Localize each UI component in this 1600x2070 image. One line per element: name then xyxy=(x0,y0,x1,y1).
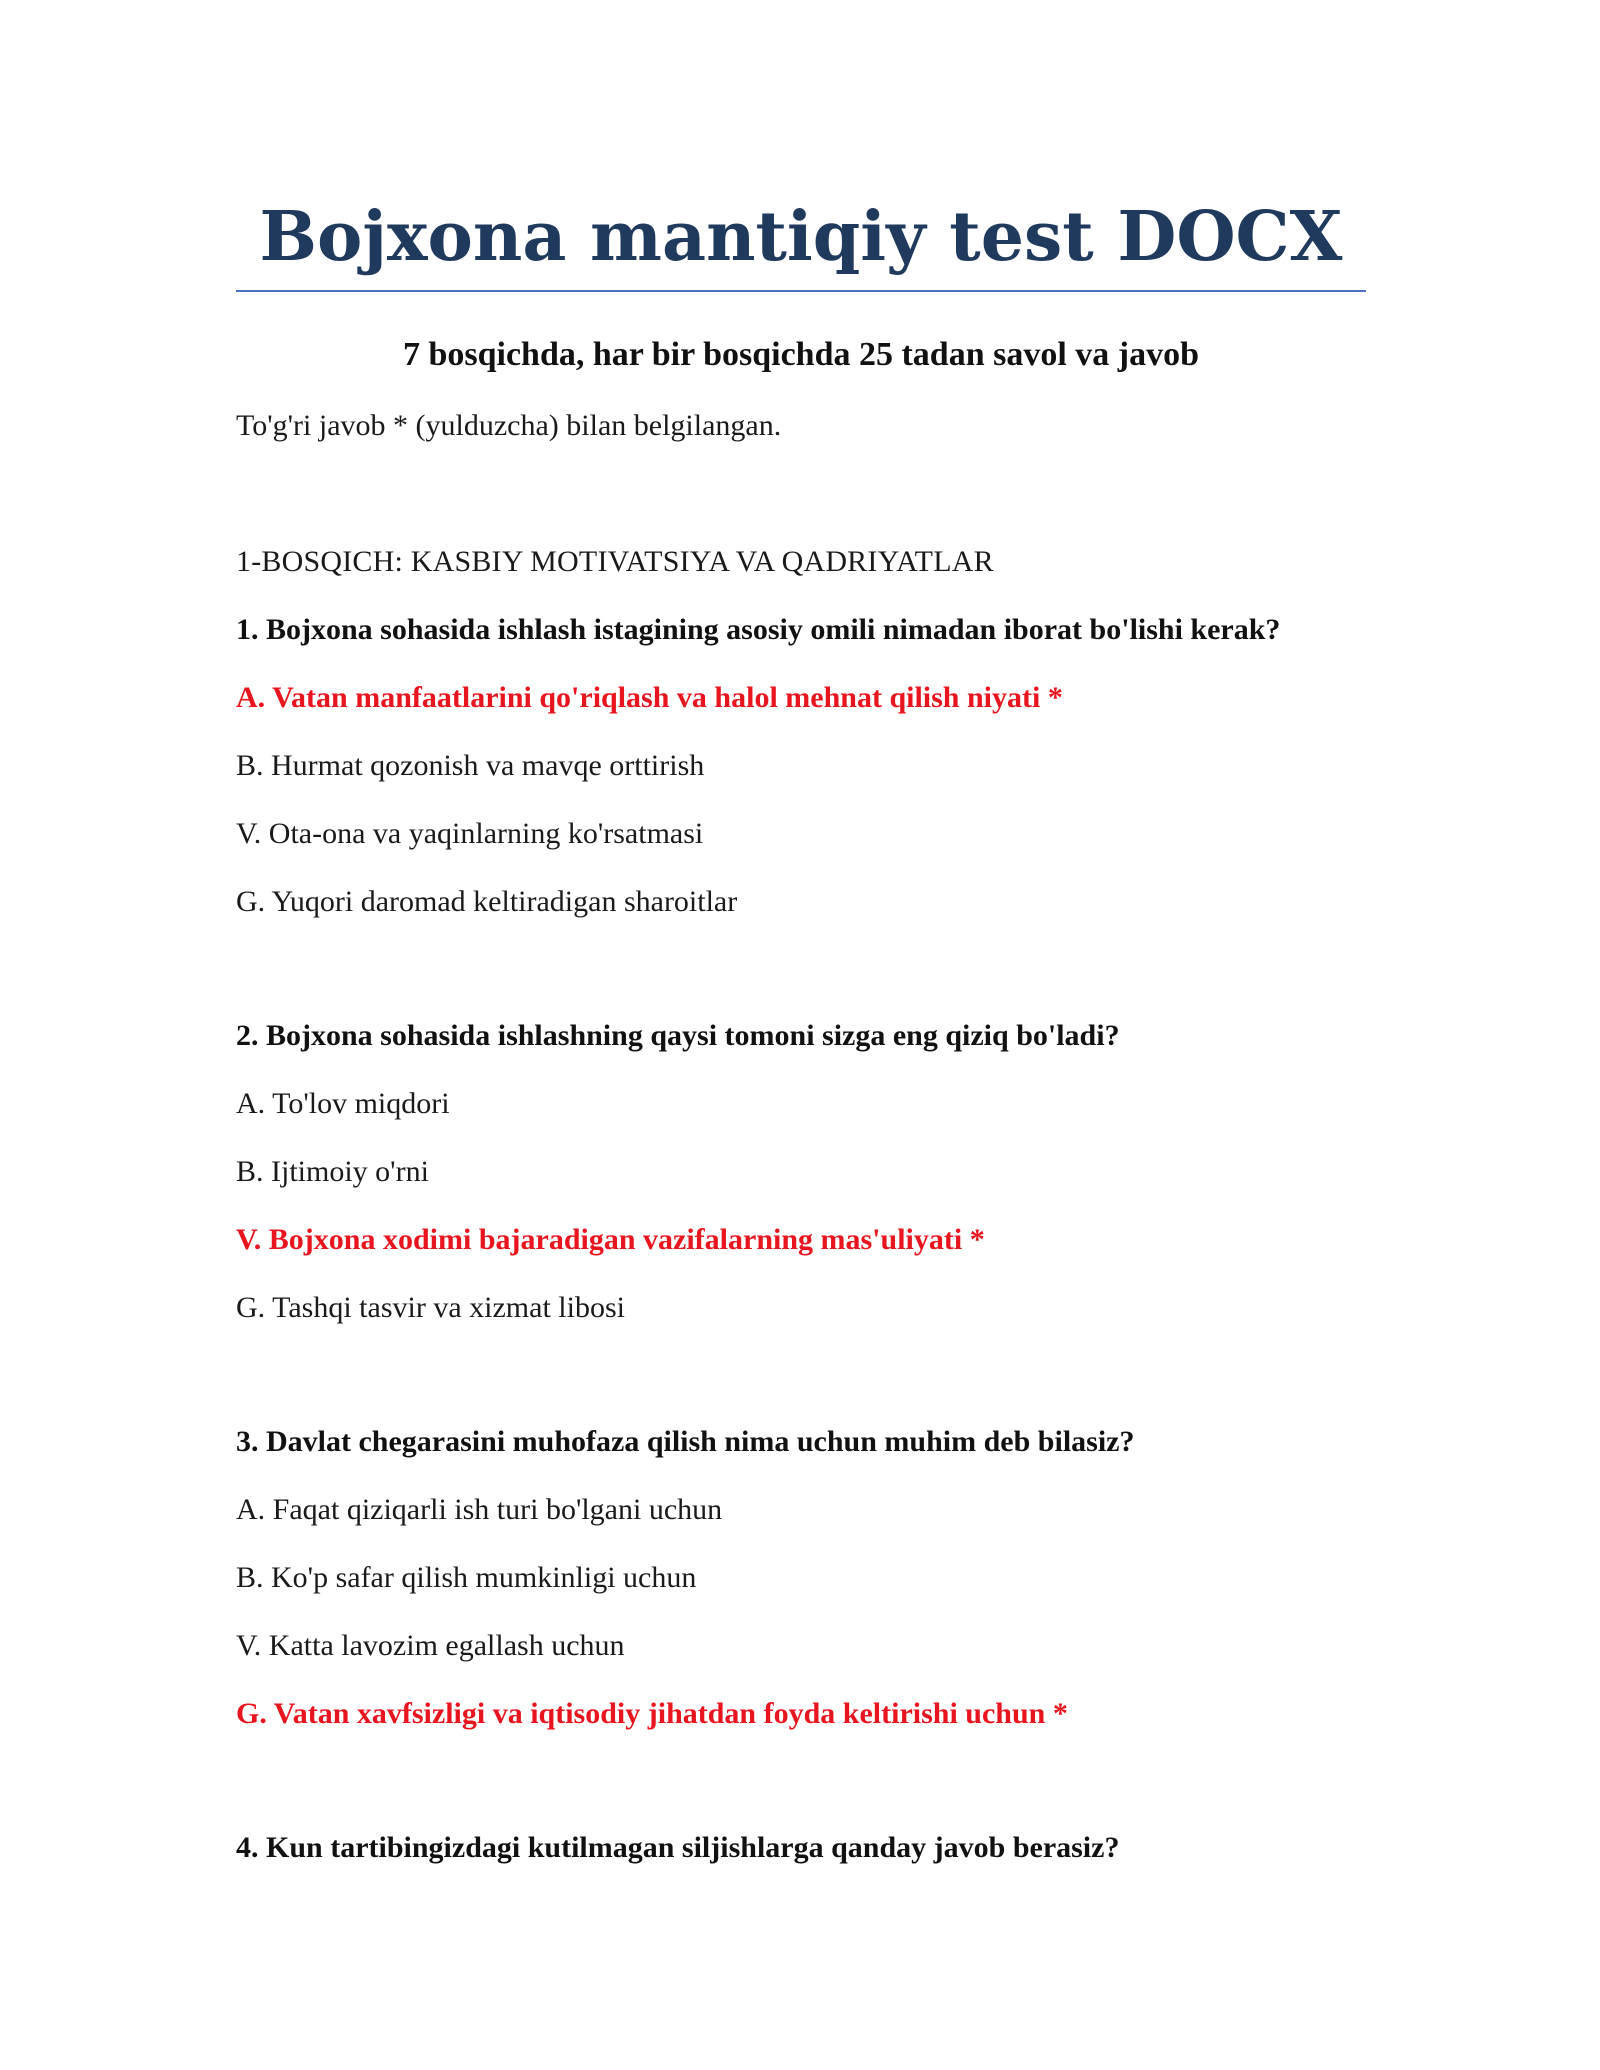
question-2: 2. Bojxona sohasida ishlashning qaysi tomoni sizga eng qiziq bo'ladi? xyxy=(236,1019,1120,1052)
option-3v: V. Katta lavozim egallash uchun xyxy=(236,1629,625,1662)
document-title: Bojxona mantiqiy test DOCX xyxy=(259,197,1343,277)
option-2b: B. Ijtimoiy o'rni xyxy=(236,1155,429,1188)
option-3b: B. Ko'p safar qilish mumkinligi uchun xyxy=(236,1561,697,1594)
option-3a: A. Faqat qiziqarli ish turi bo'lgani uchun xyxy=(236,1493,723,1526)
option-1v: V. Ota-ona va yaqinlarning ko'rsatmasi xyxy=(236,817,704,850)
question-4: 4. Kun tartibingizdagi kutilmagan siljishlarga qanday javob berasiz? xyxy=(236,1831,1120,1864)
option-2g: G. Tashqi tasvir va xizmat libosi xyxy=(236,1291,625,1324)
section-title: 1-BOSQICH: KASBIY MOTIVATSIYA VA QADRIYATLAR xyxy=(236,545,994,578)
title-underline xyxy=(236,290,1366,292)
option-2a: A. To'lov miqdori xyxy=(236,1087,450,1120)
document-subtitle: 7 bosqichda, har bir bosqichda 25 tadan savol va javob xyxy=(402,336,1200,373)
option-1g: G. Yuqori daromad keltiradigan sharoitlar xyxy=(236,885,738,918)
answer-note: To'g'ri javob * (yulduzcha) bilan belgilangan. xyxy=(236,409,782,442)
option-1a-correct: A. Vatan manfaatlarini qo'riqlash va halol mehnat qilish niyati * xyxy=(236,681,1063,714)
option-2v-correct: V. Bojxona xodimi bajaradigan vazifalarning mas'uliyati * xyxy=(236,1223,985,1256)
option-1b: B. Hurmat qozonish va mavqe orttirish xyxy=(236,749,705,782)
question-3: 3. Davlat chegarasini muhofaza qilish nima uchun muhim deb bilasiz? xyxy=(236,1425,1135,1458)
option-3g-correct: G. Vatan xavfsizligi va iqtisodiy jihatdan foyda keltirishi uchun * xyxy=(236,1697,1068,1730)
question-1: 1. Bojxona sohasida ishlash istagining asosiy omili nimadan iborat bo'lishi kerak? xyxy=(236,613,1281,646)
